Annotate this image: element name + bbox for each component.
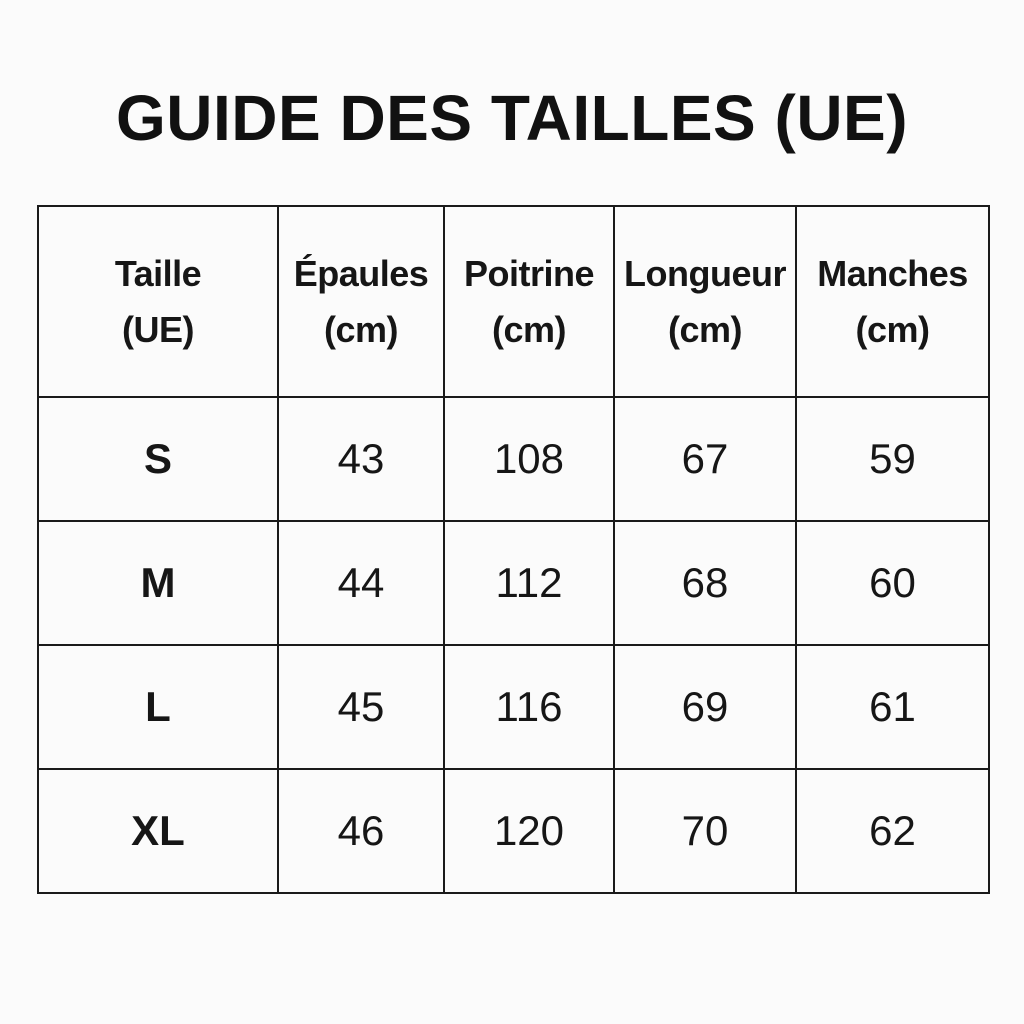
table-row	[38, 397, 989, 521]
cell-length: 70	[614, 769, 796, 893]
cell-size: M	[38, 521, 278, 645]
cell-length: 68	[614, 521, 796, 645]
cell-sleeves: 62	[796, 769, 989, 893]
cell-chest: 108	[444, 397, 614, 521]
cell-shoulders: 45	[278, 645, 444, 769]
cell-chest: 120	[444, 769, 614, 893]
cell-sleeves: 59	[796, 397, 989, 521]
table-row	[38, 769, 989, 893]
cell-size: XL	[38, 769, 278, 893]
cell-shoulders: 44	[278, 521, 444, 645]
size-chart-table	[37, 205, 990, 894]
page-title: GUIDE DES TAILLES (UE)	[115, 82, 909, 154]
header-shoulders	[278, 206, 444, 397]
table-row	[38, 521, 989, 645]
table-header-row	[38, 206, 989, 397]
header-shoulders-unit: (cm)	[323, 308, 398, 350]
header-sleeves	[796, 206, 989, 397]
header-shoulders-label: Épaules	[293, 252, 429, 294]
header-sleeves-unit: (cm)	[855, 308, 930, 350]
cell-size: S	[38, 397, 278, 521]
header-chest	[444, 206, 614, 397]
header-size-unit: (UE)	[122, 308, 194, 350]
header-chest-unit: (cm)	[491, 308, 566, 350]
header-length-unit: (cm)	[667, 308, 742, 350]
cell-size: L	[38, 645, 278, 769]
header-size	[38, 206, 278, 397]
cell-chest: 112	[444, 521, 614, 645]
cell-length: 69	[614, 645, 796, 769]
header-chest-label: Poitrine	[463, 252, 594, 294]
cell-length: 67	[614, 397, 796, 521]
cell-shoulders: 43	[278, 397, 444, 521]
header-length	[614, 206, 796, 397]
cell-sleeves: 61	[796, 645, 989, 769]
cell-chest: 116	[444, 645, 614, 769]
table-row	[38, 645, 989, 769]
header-size-label: Taille	[114, 252, 202, 294]
header-sleeves-label: Manches	[817, 252, 968, 294]
cell-sleeves: 60	[796, 521, 989, 645]
cell-shoulders: 46	[278, 769, 444, 893]
header-length-label: Longueur	[624, 252, 786, 294]
